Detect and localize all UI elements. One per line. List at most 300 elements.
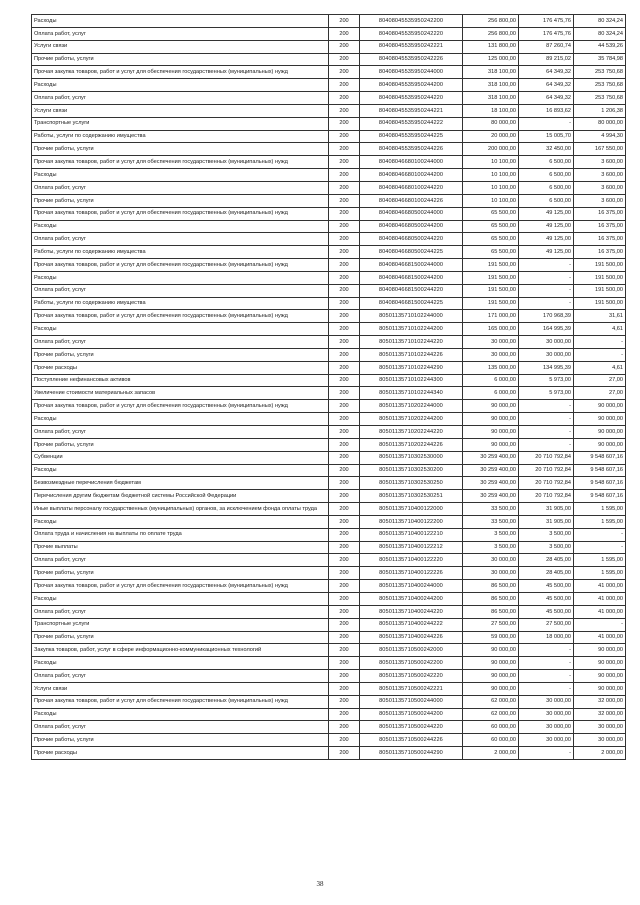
line-code-cell: 200 <box>329 194 360 207</box>
remaining-amount-cell: 90 000,00 <box>574 400 626 413</box>
approved-amount-cell: 90 000,00 <box>463 438 519 451</box>
table-row <box>32 271 626 284</box>
remaining-amount-cell: 90 000,00 <box>574 426 626 439</box>
approved-amount-cell: 256 800,00 <box>463 27 519 40</box>
executed-amount-cell: 64 349,32 <box>519 66 574 79</box>
budget-code-cell: 80501135710400244222 <box>360 618 463 631</box>
approved-amount-cell: 30 259 400,00 <box>463 477 519 490</box>
row-name-cell: Прочие работы, услуги <box>32 567 329 580</box>
table-row <box>32 503 626 516</box>
budget-code-cell: 80408046680100244220 <box>360 181 463 194</box>
line-code-cell: 200 <box>329 169 360 182</box>
line-code-cell: 200 <box>329 348 360 361</box>
table-row <box>32 747 626 760</box>
table-row <box>32 117 626 130</box>
row-name-cell: Расходы <box>32 15 329 28</box>
executed-amount-cell: 30 000,00 <box>519 336 574 349</box>
executed-amount-cell: 3 500,00 <box>519 541 574 554</box>
approved-amount-cell: 30 259 400,00 <box>463 464 519 477</box>
approved-amount-cell: 165 000,00 <box>463 323 519 336</box>
line-code-cell: 200 <box>329 644 360 657</box>
table-row <box>32 528 626 541</box>
row-name-cell: Перечисления другим бюджетам бюджетной системы Российской Федерации <box>32 490 329 503</box>
remaining-amount-cell: 16 375,00 <box>574 246 626 259</box>
table-row <box>32 554 626 567</box>
row-name-cell: Услуги связи <box>32 682 329 695</box>
budget-code-cell: 80501135710102244300 <box>360 374 463 387</box>
budget-code-cell: 80408045535950242221 <box>360 40 463 53</box>
row-name-cell: Оплата работ, услуг <box>32 92 329 105</box>
approved-amount-cell: 30 259 400,00 <box>463 451 519 464</box>
row-name-cell: Прочая закупка товаров, работ и услуг для обеспечения государственных (муниципальных) нужд <box>32 207 329 220</box>
line-code-cell: 200 <box>329 104 360 117</box>
row-name-cell: Расходы <box>32 271 329 284</box>
budget-code-cell: 80501135710400244220 <box>360 605 463 618</box>
approved-amount-cell: 318 100,00 <box>463 66 519 79</box>
executed-amount-cell: 20 710 792,84 <box>519 490 574 503</box>
budget-code-cell: 80408046680100244000 <box>360 156 463 169</box>
line-code-cell: 200 <box>329 259 360 272</box>
table-row <box>32 592 626 605</box>
executed-amount-cell: 64 349,32 <box>519 92 574 105</box>
remaining-amount-cell: 253 750,68 <box>574 92 626 105</box>
table-row <box>32 413 626 426</box>
remaining-amount-cell: 2 000,00 <box>574 747 626 760</box>
budget-code-cell: 80501135710102244340 <box>360 387 463 400</box>
line-code-cell: 200 <box>329 451 360 464</box>
row-name-cell: Прочая закупка товаров, работ и услуг для обеспечения государственных (муниципальных) нужд <box>32 66 329 79</box>
executed-amount-cell: 5 973,00 <box>519 374 574 387</box>
approved-amount-cell: 30 000,00 <box>463 567 519 580</box>
table-row <box>32 66 626 79</box>
row-name-cell: Оплата работ, услуг <box>32 336 329 349</box>
line-code-cell: 200 <box>329 477 360 490</box>
executed-amount-cell: 30 000,00 <box>519 721 574 734</box>
remaining-amount-cell: 80 324,24 <box>574 27 626 40</box>
executed-amount-cell: 49 125,00 <box>519 220 574 233</box>
budget-code-cell: 80408046680100244200 <box>360 169 463 182</box>
approved-amount-cell: 2 000,00 <box>463 747 519 760</box>
budget-code-cell: 80501135710500242220 <box>360 670 463 683</box>
budget-code-cell: 80501135710302530250 <box>360 477 463 490</box>
remaining-amount-cell: - <box>574 336 626 349</box>
line-code-cell: 200 <box>329 490 360 503</box>
remaining-amount-cell: 27,00 <box>574 374 626 387</box>
table-row <box>32 426 626 439</box>
executed-amount-cell: 3 500,00 <box>519 528 574 541</box>
table-row <box>32 580 626 593</box>
executed-amount-cell: - <box>519 438 574 451</box>
remaining-amount-cell: 16 375,00 <box>574 233 626 246</box>
budget-code-cell: 80408046680500244225 <box>360 246 463 259</box>
approved-amount-cell: 30 000,00 <box>463 348 519 361</box>
remaining-amount-cell: 1 595,00 <box>574 554 626 567</box>
approved-amount-cell: 30 000,00 <box>463 554 519 567</box>
remaining-amount-cell: 41 000,00 <box>574 605 626 618</box>
executed-amount-cell: 49 125,00 <box>519 233 574 246</box>
table-row <box>32 670 626 683</box>
remaining-amount-cell: 167 550,00 <box>574 143 626 156</box>
table-row <box>32 721 626 734</box>
budget-code-cell: 80408045535950242200 <box>360 15 463 28</box>
remaining-amount-cell: 90 000,00 <box>574 413 626 426</box>
remaining-amount-cell: 3 600,00 <box>574 181 626 194</box>
row-name-cell: Расходы <box>32 323 329 336</box>
budget-code-cell: 80408046680500244200 <box>360 220 463 233</box>
executed-amount-cell: 6 500,00 <box>519 156 574 169</box>
approved-amount-cell: 90 000,00 <box>463 644 519 657</box>
approved-amount-cell: 65 500,00 <box>463 246 519 259</box>
executed-amount-cell: 170 968,39 <box>519 310 574 323</box>
remaining-amount-cell: - <box>574 618 626 631</box>
budget-code-cell: 80501135710400122220 <box>360 554 463 567</box>
remaining-amount-cell: - <box>574 348 626 361</box>
table-row <box>32 605 626 618</box>
budget-code-cell: 80501135710302530000 <box>360 451 463 464</box>
row-name-cell: Работы, услуги по содержанию имущества <box>32 130 329 143</box>
row-name-cell: Субвенции <box>32 451 329 464</box>
executed-amount-cell: 16 893,62 <box>519 104 574 117</box>
table-row <box>32 40 626 53</box>
row-name-cell: Прочая закупка товаров, работ и услуг для обеспечения государственных (муниципальных) нужд <box>32 156 329 169</box>
row-name-cell: Оплата работ, услуг <box>32 670 329 683</box>
line-code-cell: 200 <box>329 92 360 105</box>
budget-code-cell: 80501135710400244000 <box>360 580 463 593</box>
approved-amount-cell: 60 000,00 <box>463 721 519 734</box>
row-name-cell: Оплата труда и начисления на выплаты по оплате труда <box>32 528 329 541</box>
line-code-cell: 200 <box>329 747 360 760</box>
row-name-cell: Расходы <box>32 464 329 477</box>
remaining-amount-cell: 191 500,00 <box>574 297 626 310</box>
budget-code-cell: 80501135710102244200 <box>360 323 463 336</box>
line-code-cell: 200 <box>329 567 360 580</box>
budget-code-cell: 80501135710102244290 <box>360 361 463 374</box>
executed-amount-cell: 64 349,32 <box>519 79 574 92</box>
row-name-cell: Прочая закупка товаров, работ и услуг для обеспечения государственных (муниципальных) нужд <box>32 259 329 272</box>
executed-amount-cell: 20 710 792,84 <box>519 477 574 490</box>
approved-amount-cell: 80 000,00 <box>463 117 519 130</box>
budget-code-cell: 80501135710500244220 <box>360 721 463 734</box>
line-code-cell: 200 <box>329 592 360 605</box>
budget-code-cell: 80501135710302530200 <box>360 464 463 477</box>
table-row <box>32 220 626 233</box>
line-code-cell: 200 <box>329 130 360 143</box>
row-name-cell: Прочая закупка товаров, работ и услуг для обеспечения государственных (муниципальных) нужд <box>32 580 329 593</box>
row-name-cell: Оплата работ, услуг <box>32 554 329 567</box>
approved-amount-cell: 200 000,00 <box>463 143 519 156</box>
remaining-amount-cell: 1 595,00 <box>574 515 626 528</box>
executed-amount-cell: 18 000,00 <box>519 631 574 644</box>
budget-code-cell: 80501135710500244226 <box>360 734 463 747</box>
table-row <box>32 657 626 670</box>
budget-code-cell: 80501135710202244226 <box>360 438 463 451</box>
budget-code-cell: 80501135710400122226 <box>360 567 463 580</box>
table-row <box>32 284 626 297</box>
executed-amount-cell: - <box>519 657 574 670</box>
budget-code-cell: 80408045535950244220 <box>360 92 463 105</box>
executed-amount-cell: 15 005,70 <box>519 130 574 143</box>
line-code-cell: 200 <box>329 336 360 349</box>
remaining-amount-cell: 80 000,00 <box>574 117 626 130</box>
line-code-cell: 200 <box>329 503 360 516</box>
line-code-cell: 200 <box>329 670 360 683</box>
approved-amount-cell: 62 000,00 <box>463 708 519 721</box>
remaining-amount-cell: 90 000,00 <box>574 657 626 670</box>
line-code-cell: 200 <box>329 361 360 374</box>
table-row <box>32 323 626 336</box>
executed-amount-cell: 6 500,00 <box>519 169 574 182</box>
budget-code-cell: 80501135710202244200 <box>360 413 463 426</box>
table-row <box>32 130 626 143</box>
executed-amount-cell: - <box>519 259 574 272</box>
row-name-cell: Прочие работы, услуги <box>32 631 329 644</box>
budget-code-cell: 80501135710102244226 <box>360 348 463 361</box>
table-row <box>32 387 626 400</box>
line-code-cell: 200 <box>329 53 360 66</box>
table-row <box>32 79 626 92</box>
budget-code-cell: 80501135710202244220 <box>360 426 463 439</box>
approved-amount-cell: 33 500,00 <box>463 515 519 528</box>
row-name-cell: Увеличение стоимости материальных запасов <box>32 387 329 400</box>
line-code-cell: 200 <box>329 618 360 631</box>
approved-amount-cell: 135 000,00 <box>463 361 519 374</box>
row-name-cell: Оплата работ, услуг <box>32 721 329 734</box>
budget-code-cell: 80501135710400244226 <box>360 631 463 644</box>
line-code-cell: 200 <box>329 631 360 644</box>
remaining-amount-cell: 4,61 <box>574 323 626 336</box>
remaining-amount-cell: 90 000,00 <box>574 644 626 657</box>
approved-amount-cell: 191 500,00 <box>463 259 519 272</box>
executed-amount-cell: 27 500,00 <box>519 618 574 631</box>
remaining-amount-cell: 4,61 <box>574 361 626 374</box>
remaining-amount-cell: 30 000,00 <box>574 721 626 734</box>
line-code-cell: 200 <box>329 297 360 310</box>
remaining-amount-cell: 9 548 607,16 <box>574 451 626 464</box>
row-name-cell: Расходы <box>32 79 329 92</box>
executed-amount-cell: 49 125,00 <box>519 207 574 220</box>
executed-amount-cell: - <box>519 400 574 413</box>
executed-amount-cell: 89 215,02 <box>519 53 574 66</box>
table-row <box>32 541 626 554</box>
remaining-amount-cell: 9 548 607,16 <box>574 464 626 477</box>
budget-code-cell: 80501135710400122212 <box>360 541 463 554</box>
remaining-amount-cell: 35 784,98 <box>574 53 626 66</box>
line-code-cell: 200 <box>329 246 360 259</box>
remaining-amount-cell: 1 206,38 <box>574 104 626 117</box>
row-name-cell: Услуги связи <box>32 104 329 117</box>
executed-amount-cell: 134 995,39 <box>519 361 574 374</box>
executed-amount-cell: 45 500,00 <box>519 580 574 593</box>
remaining-amount-cell: 9 548 607,16 <box>574 490 626 503</box>
remaining-amount-cell: 1 595,00 <box>574 567 626 580</box>
executed-amount-cell: 31 905,00 <box>519 515 574 528</box>
budget-code-cell: 80408045535950244200 <box>360 79 463 92</box>
approved-amount-cell: 10 100,00 <box>463 156 519 169</box>
row-name-cell: Иные выплаты персоналу государственных (муниципальных) органов, за исключением фонда оплаты труда <box>32 503 329 516</box>
approved-amount-cell: 191 500,00 <box>463 297 519 310</box>
budget-code-cell: 80408045535950244226 <box>360 143 463 156</box>
line-code-cell: 200 <box>329 528 360 541</box>
budget-code-cell: 80501135710400244200 <box>360 592 463 605</box>
remaining-amount-cell: 191 500,00 <box>574 284 626 297</box>
line-code-cell: 200 <box>329 605 360 618</box>
row-name-cell: Расходы <box>32 708 329 721</box>
line-code-cell: 200 <box>329 233 360 246</box>
budget-execution-table <box>31 14 626 760</box>
table-row <box>32 708 626 721</box>
executed-amount-cell: 28 405,00 <box>519 554 574 567</box>
remaining-amount-cell: 191 500,00 <box>574 259 626 272</box>
executed-amount-cell: 87 260,74 <box>519 40 574 53</box>
executed-amount-cell: 176 475,76 <box>519 15 574 28</box>
table-row <box>32 207 626 220</box>
executed-amount-cell: - <box>519 117 574 130</box>
table-row <box>32 644 626 657</box>
table-row <box>32 490 626 503</box>
table-row <box>32 567 626 580</box>
line-code-cell: 200 <box>329 695 360 708</box>
line-code-cell: 200 <box>329 310 360 323</box>
row-name-cell: Прочая закупка товаров, работ и услуг для обеспечения государственных (муниципальных) нужд <box>32 400 329 413</box>
table-row <box>32 15 626 28</box>
budget-code-cell: 80501135710500244200 <box>360 708 463 721</box>
budget-code-cell: 80501135710400122200 <box>360 515 463 528</box>
budget-code-cell: 80501135710400122210 <box>360 528 463 541</box>
budget-code-cell: 80408046680100244226 <box>360 194 463 207</box>
remaining-amount-cell: 41 000,00 <box>574 631 626 644</box>
line-code-cell: 200 <box>329 438 360 451</box>
remaining-amount-cell: 90 000,00 <box>574 670 626 683</box>
row-name-cell: Прочая закупка товаров, работ и услуг для обеспечения государственных (муниципальных) нужд <box>32 695 329 708</box>
approved-amount-cell: 60 000,00 <box>463 734 519 747</box>
executed-amount-cell: 28 405,00 <box>519 567 574 580</box>
executed-amount-cell: 30 000,00 <box>519 695 574 708</box>
approved-amount-cell: 33 500,00 <box>463 503 519 516</box>
line-code-cell: 200 <box>329 721 360 734</box>
table-row <box>32 631 626 644</box>
line-code-cell: 200 <box>329 541 360 554</box>
executed-amount-cell: 5 973,00 <box>519 387 574 400</box>
executed-amount-cell: - <box>519 297 574 310</box>
executed-amount-cell: 31 905,00 <box>519 503 574 516</box>
table-row <box>32 27 626 40</box>
executed-amount-cell: 20 710 792,84 <box>519 451 574 464</box>
row-name-cell: Оплата работ, услуг <box>32 27 329 40</box>
row-name-cell: Безвозмездные перечисления бюджетам <box>32 477 329 490</box>
line-code-cell: 200 <box>329 400 360 413</box>
row-name-cell: Услуги связи <box>32 40 329 53</box>
budget-code-cell: 80501135710202244000 <box>360 400 463 413</box>
remaining-amount-cell: 3 600,00 <box>574 169 626 182</box>
approved-amount-cell: 30 259 400,00 <box>463 490 519 503</box>
executed-amount-cell: 176 475,76 <box>519 27 574 40</box>
approved-amount-cell: 90 000,00 <box>463 400 519 413</box>
line-code-cell: 200 <box>329 27 360 40</box>
row-name-cell: Прочие выплаты <box>32 541 329 554</box>
remaining-amount-cell: 32 000,00 <box>574 695 626 708</box>
budget-code-cell: 80501135710500242221 <box>360 682 463 695</box>
approved-amount-cell: 18 100,00 <box>463 104 519 117</box>
executed-amount-cell: - <box>519 426 574 439</box>
table-row <box>32 310 626 323</box>
table-row <box>32 297 626 310</box>
budget-code-cell: 80408045535950244225 <box>360 130 463 143</box>
executed-amount-cell: - <box>519 271 574 284</box>
approved-amount-cell: 191 500,00 <box>463 271 519 284</box>
budget-code-cell: 80501135710102244220 <box>360 336 463 349</box>
line-code-cell: 200 <box>329 40 360 53</box>
executed-amount-cell: 20 710 792,84 <box>519 464 574 477</box>
approved-amount-cell: 171 000,00 <box>463 310 519 323</box>
table-row <box>32 181 626 194</box>
remaining-amount-cell: 90 000,00 <box>574 438 626 451</box>
remaining-amount-cell: 1 595,00 <box>574 503 626 516</box>
executed-amount-cell: 30 000,00 <box>519 708 574 721</box>
row-name-cell: Транспортные услуги <box>32 618 329 631</box>
line-code-cell: 200 <box>329 79 360 92</box>
remaining-amount-cell: 27,00 <box>574 387 626 400</box>
line-code-cell: 200 <box>329 554 360 567</box>
line-code-cell: 200 <box>329 734 360 747</box>
approved-amount-cell: 10 100,00 <box>463 181 519 194</box>
row-name-cell: Оплата работ, услуг <box>32 426 329 439</box>
remaining-amount-cell: 32 000,00 <box>574 708 626 721</box>
budget-code-cell: 80408046680500244000 <box>360 207 463 220</box>
budget-code-cell: 80408046681500244225 <box>360 297 463 310</box>
budget-code-cell: 80501135710500242000 <box>360 644 463 657</box>
row-name-cell: Прочие расходы <box>32 747 329 760</box>
row-name-cell: Оплата работ, услуг <box>32 605 329 618</box>
table-row <box>32 515 626 528</box>
line-code-cell: 200 <box>329 117 360 130</box>
table-row <box>32 374 626 387</box>
approved-amount-cell: 27 500,00 <box>463 618 519 631</box>
executed-amount-cell: 30 000,00 <box>519 734 574 747</box>
line-code-cell: 200 <box>329 181 360 194</box>
table-row <box>32 53 626 66</box>
remaining-amount-cell: 90 000,00 <box>574 682 626 695</box>
approved-amount-cell: 318 100,00 <box>463 79 519 92</box>
row-name-cell: Расходы <box>32 657 329 670</box>
approved-amount-cell: 131 800,00 <box>463 40 519 53</box>
budget-code-cell: 80408046681500244000 <box>360 259 463 272</box>
table-row <box>32 246 626 259</box>
table-row <box>32 400 626 413</box>
executed-amount-cell: 45 500,00 <box>519 605 574 618</box>
row-name-cell: Прочие работы, услуги <box>32 438 329 451</box>
table-row <box>32 438 626 451</box>
table-row <box>32 169 626 182</box>
line-code-cell: 200 <box>329 515 360 528</box>
executed-amount-cell: 45 500,00 <box>519 592 574 605</box>
remaining-amount-cell: 31,61 <box>574 310 626 323</box>
line-code-cell: 200 <box>329 374 360 387</box>
line-code-cell: 200 <box>329 143 360 156</box>
approved-amount-cell: 65 500,00 <box>463 220 519 233</box>
approved-amount-cell: 59 000,00 <box>463 631 519 644</box>
executed-amount-cell: - <box>519 682 574 695</box>
line-code-cell: 200 <box>329 220 360 233</box>
approved-amount-cell: 90 000,00 <box>463 682 519 695</box>
executed-amount-cell: - <box>519 670 574 683</box>
remaining-amount-cell: - <box>574 541 626 554</box>
line-code-cell: 200 <box>329 207 360 220</box>
line-code-cell: 200 <box>329 284 360 297</box>
row-name-cell: Прочие работы, услуги <box>32 143 329 156</box>
table-body <box>32 15 626 760</box>
row-name-cell: Прочие работы, услуги <box>32 194 329 207</box>
table-row <box>32 695 626 708</box>
